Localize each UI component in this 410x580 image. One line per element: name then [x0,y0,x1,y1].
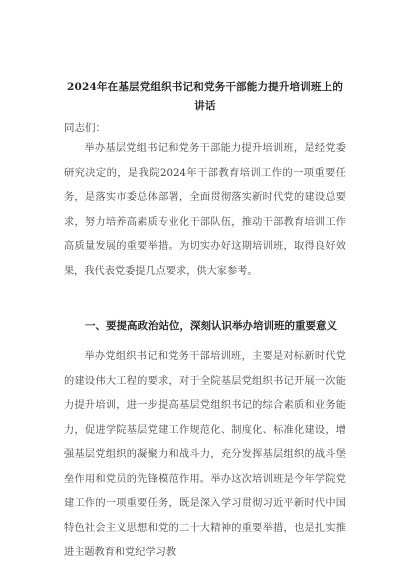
paragraph-intro: 举办基层党组书记和党务干部能力提升培训班，是经党委研究决定的，是我院2024年干部教育培训工作的一项重要任务，是落实市委总体部署，全面贯彻落实新时代党的建设总要求，努力培养高素质专业化干部队伍，推动干部教育培训工作高质量发展的重要举措。为切实办好这期培训班，取得良好效果，我代表党委提几点要求，供大家参考。 [64,143,346,277]
greeting: 同志们： [64,122,106,134]
document-title [52,78,358,116]
title-line-2: 讲话 [194,100,216,112]
title-line-1: 2024年在基层党组织书记和党务干部能力提升培训班上的 [66,81,344,93]
paragraph-section-1: 举办党组织书记和党务干部培训班，主要是对标新时代党的建设伟大工程的要求，对于全院基层党组织书记开展一次能力提升培训，进一步提高基层党组织书记的综合素质和业务能力，促进学院基层党建工作规范化、制度化、标准化建设，增强基层党组织的凝聚力和战斗力，充分发挥基层组织的战斗堡垒作用和党员的先锋模范作用。举办这次培训班是今年学院党建工作的一项重要任务，既是深入学习贯彻习近平新时代中国特色社会主义思想和党的二十大精神的重要举措，也是扎实推进主题教育和党纪学习教 [64,351,346,558]
section-heading-1: 一、要提高政治站位，深刻认识举办培训班的重要意义 [85,320,337,332]
